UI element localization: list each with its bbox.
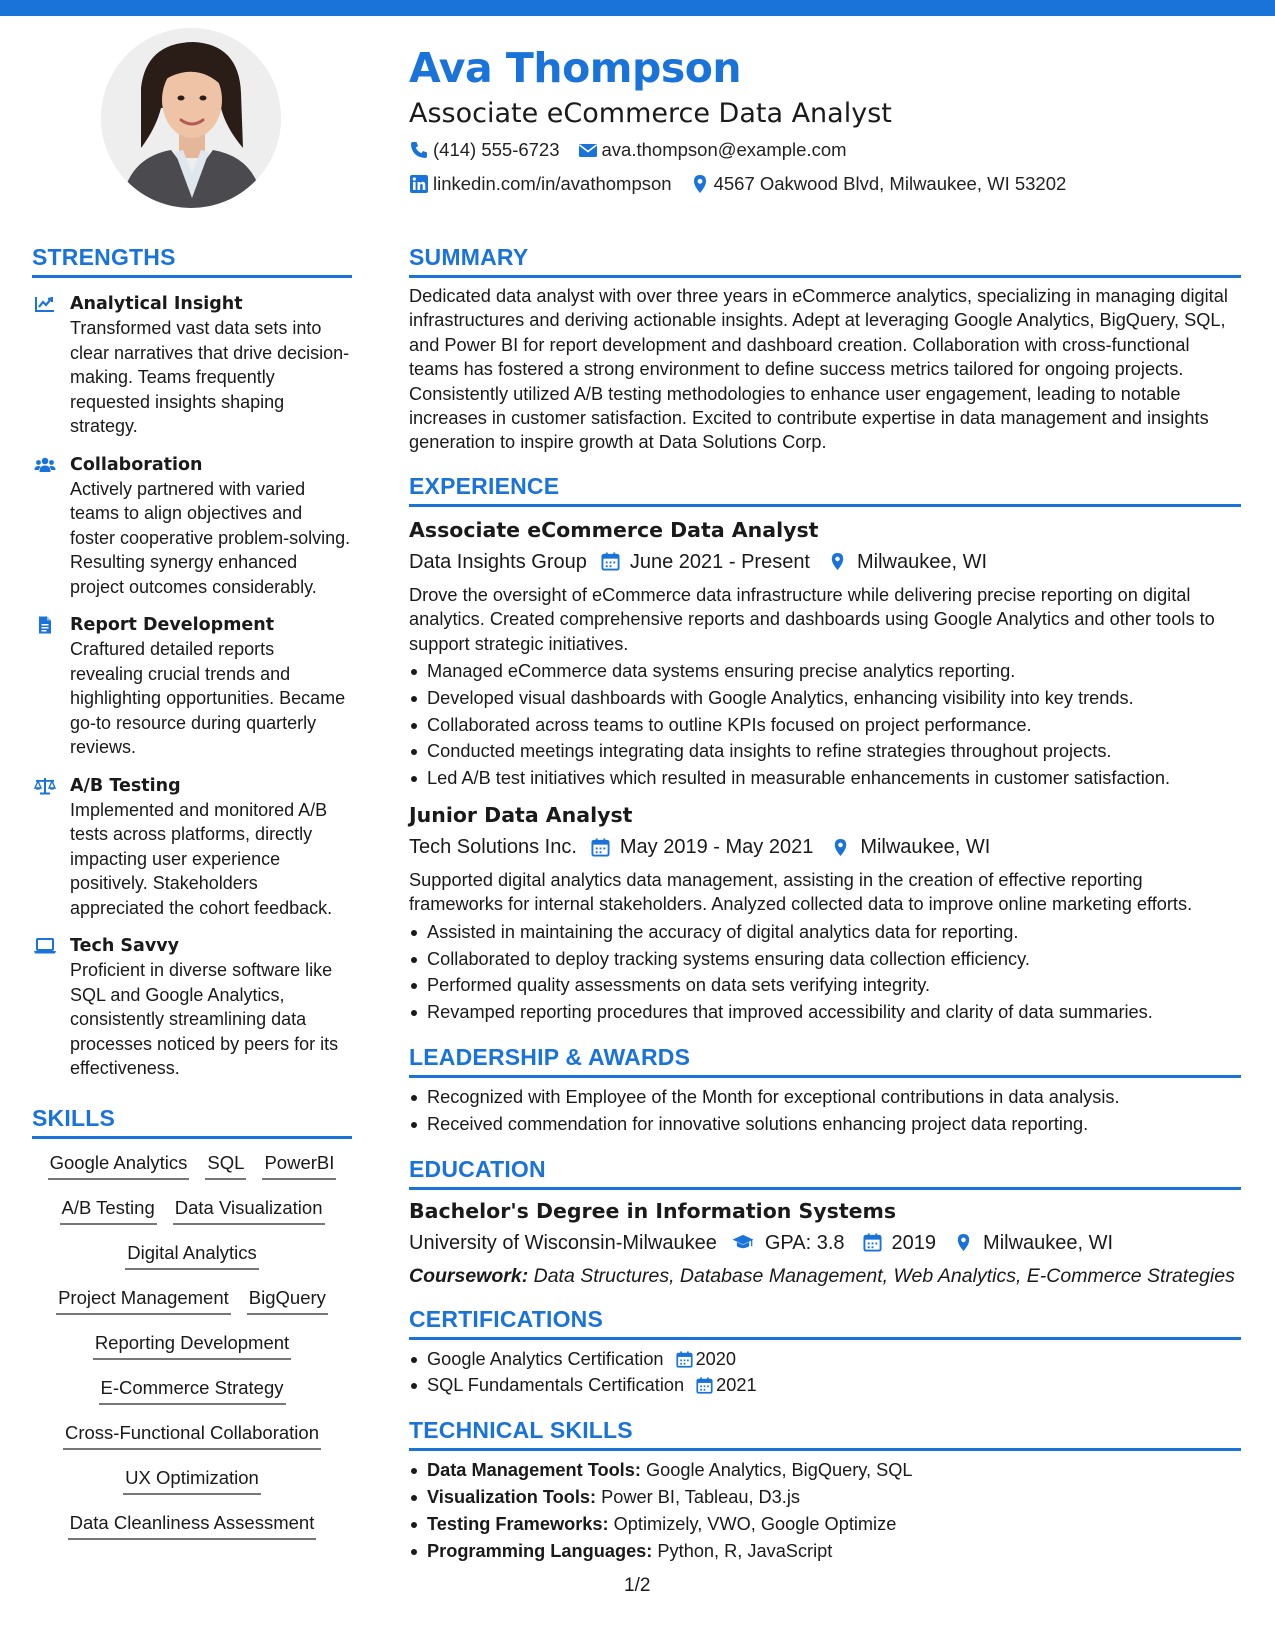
list-item: Managed eCommerce data systems ensuring precise analytics reporting. [409,658,1241,685]
certification-name: Google Analytics Certification [427,1348,664,1369]
education-location-text: Milwaukee, WI [983,1231,1114,1254]
calendar-icon [696,1377,713,1394]
job-location [828,547,987,577]
skill-tag: BigQuery [247,1286,328,1315]
education-section [409,1156,1241,1288]
degree-title: Bachelor's Degree in Information Systems [409,1198,897,1223]
job-dates-text: May 2019 - May 2021 [619,836,814,859]
job-entry [409,800,1241,1026]
list-item [409,1484,1241,1511]
job-location [831,832,990,862]
skill-tag: Cross-Functional Collaboration [63,1421,321,1450]
graduation-cap-icon [731,1233,755,1252]
tech-skill-label: Visualization Tools: [427,1487,597,1508]
list-item: Assisted in maintaining the accuracy of digital analytics data for reporting. [409,919,1241,946]
job-location-text: Milwaukee, WI [857,550,988,573]
summary-text: Dedicated data analyst with over three years in eCommerce analytics, specializing in managing digital infrastructures and deriving actionable insights. Adept at leveraging Google Analytics, BigQuery, SQL, and Power BI for report development and dashboard creation. Collaboration with cross-functional teams has fostered a strong environment to define success metrics tailored for ongoing projects. Consistently utilized A/B testing methodologies to enhance user engagement, leading to notable increases in customer satisfaction. Excited to contribute expertise in data management and insights generation to inspire growth at Data Solutions Corp. [409,286,1228,453]
strength-description: Implemented and monitored A/B tests across platforms, directly impacting user experience positively. Stakeholders appreciated the cohort feedback. [70,799,333,918]
calendar-icon [591,838,610,857]
linkedin-icon [409,174,429,194]
skill-tag: PowerBI [262,1151,336,1180]
strength-title: A/B Testing [70,775,181,796]
skill-tag: SQL [205,1151,246,1180]
coursework-label: Coursework: [409,1264,529,1287]
job-location-text: Milwaukee, WI [860,836,991,859]
tech-skill-value: Google Analytics, BigQuery, SQL [645,1460,913,1481]
company-name: Tech Solutions Inc. [409,836,577,859]
right-column [409,244,1241,1564]
gpa [731,1228,845,1258]
left-column [32,244,352,1556]
list-item [409,1372,1241,1399]
skill-tag: Reporting Development [93,1331,291,1360]
job-dates-text: June 2021 - Present [629,550,810,573]
education-meta [409,1228,1241,1258]
tech-skill-value: Power BI, Tableau, D3.js [601,1487,800,1508]
tech-skill-label: Data Management Tools: [427,1460,641,1481]
profile-photo [101,28,281,208]
year-text: 2019 [891,1231,937,1254]
list-item [409,1346,1241,1373]
location-pin-icon [690,174,710,194]
list-item: Performed quality assessments on data sets verifying integrity. [409,972,1241,999]
tech-skill-value: Python, R, JavaScript [657,1540,833,1561]
skill-tag: Project Management [56,1286,231,1315]
email-text: ava.thompson@example.com [601,139,847,160]
job-bullets [409,919,1241,1026]
job-meta [409,547,1241,577]
leadership-heading: LEADERSHIP & AWARDS [409,1044,1241,1078]
tech-skill-value: Optimizely, VWO, Google Optimize [613,1513,897,1534]
skill-tag: Data Cleanliness Assessment [68,1511,317,1540]
phone-contact[interactable] [409,139,560,161]
strength-description: Transformed vast data sets into clear narratives that drive decision-making. Teams frequently requested insights shaping strategy. [70,318,350,436]
scale-icon [32,774,70,921]
strength-item [32,613,352,760]
candidate-title: Associate eCommerce Data Analyst [409,98,892,129]
job-description: Supported digital analytics data management, assisting in the creation of effective reporting frameworks for internal stakeholders. Analyzed collected data to improve online marketing efforts. [409,870,1193,915]
job-description: Drove the oversight of eCommerce data infrastructure while delivering precise reporting on digital analytics. Created comprehensive reports and dashboards using Google Analytics and other tools to support strategic initiatives. [409,584,1215,654]
skill-tag: Digital Analytics [125,1241,259,1270]
list-item: Conducted meetings integrating data insights to refine strategies throughout projects. [409,738,1241,765]
calendar-icon [863,1233,882,1252]
list-item: Received commendation for innovative solutions enhancing project data reporting. [409,1111,1241,1138]
school-name: University of Wisconsin-Milwaukee [409,1231,717,1254]
summary-heading: SUMMARY [409,244,1241,278]
certification-year: 2021 [716,1375,757,1396]
strength-item [32,292,352,439]
certifications-section [409,1306,1241,1400]
strength-description: Actively partnered with varied teams to align objectives and foster cooperative problem-solving. Resulting synergy enhanced project outcomes considerably. [70,478,351,597]
skills-heading: SKILLS [32,1105,352,1139]
list-item: Developed visual dashboards with Google Analytics, enhancing visibility into key trends. [409,685,1241,712]
technical-skills-list [409,1457,1241,1564]
location-pin-icon [831,838,850,857]
skills-section [32,1105,352,1556]
calendar-icon [601,552,620,571]
top-accent-bar [0,0,1275,16]
certification-name: SQL Fundamentals Certification [427,1375,685,1396]
coursework-text: Data Structures, Database Management, Web Analytics, E-Commerce Strategies [533,1264,1235,1287]
strength-title: Collaboration [70,454,203,475]
phone-icon [409,140,429,160]
strength-description: Proficient in diverse software like SQL and Google Analytics, consistently streamlining data processes noticed by peers for its effectiveness. [70,960,339,1078]
calendar-icon [676,1351,693,1368]
technical-skills-section [409,1417,1241,1564]
location-pin-icon [828,552,847,571]
phone-text: (414) 555-6723 [433,139,560,160]
job-dates [591,832,813,862]
chart-line-icon [32,292,70,439]
skill-tag: UX Optimization [123,1466,261,1495]
education-heading: EDUCATION [409,1156,1241,1190]
skills-list [32,1151,352,1556]
list-item: Collaborated to deploy tracking systems ensuring data collection efficiency. [409,946,1241,973]
certifications-heading: CERTIFICATIONS [409,1306,1241,1340]
envelope-icon [578,140,598,160]
skill-tag: Data Visualization [173,1196,325,1225]
leadership-section [409,1044,1241,1138]
tech-skill-label: Programming Languages: [427,1540,653,1561]
strength-description: Craftured detailed reports revealing crucial trends and highlighting opportunities. Became go-to resource during quarterly reviews. [70,639,346,757]
technical-skills-heading: TECHNICAL SKILLS [409,1417,1241,1451]
experience-heading: EXPERIENCE [409,473,1241,507]
job-title: Associate eCommerce Data Analyst [409,517,819,542]
tech-skill-label: Testing Frameworks: [427,1513,609,1534]
page-number: 1/2 [624,1575,651,1596]
leadership-list [409,1084,1241,1138]
strength-title: Tech Savvy [70,936,180,956]
candidate-name: Ava Thompson [409,44,742,92]
experience-section [409,473,1241,1026]
contact-row-2 [409,168,1239,200]
education-location [954,1228,1113,1258]
list-item: Led A/B test initiatives which resulted in measurable enhancements in customer satisfaction. [409,765,1241,792]
strength-item [32,453,352,600]
list-item: Revamped reporting procedures that improved accessibility and clarity of data summaries. [409,999,1241,1026]
list-item: Recognized with Employee of the Month for exceptional contributions in data analysis. [409,1084,1241,1111]
linkedin-contact[interactable] [409,173,672,195]
laptop-icon [32,934,70,1081]
job-dates [601,547,810,577]
skill-tag: E-Commerce Strategy [99,1376,286,1405]
skill-tag: Google Analytics [48,1151,190,1180]
location-pin-icon [954,1233,973,1252]
list-item [409,1538,1241,1565]
certification-year: 2020 [695,1348,737,1369]
email-contact[interactable] [578,139,847,161]
job-entry [409,515,1241,792]
linkedin-text: linkedin.com/in/avathompson [433,173,672,194]
strength-title: Report Development [70,615,275,635]
job-meta [409,832,1241,862]
list-item [409,1511,1241,1538]
strengths-heading: STRENGTHS [32,244,352,278]
graduation-year [863,1228,937,1258]
address-text: 4567 Oakwood Blvd, Milwaukee, WI 53202 [713,173,1067,194]
address-contact [690,173,1067,195]
list-item: Collaborated across teams to outline KPIs focused on project performance. [409,712,1241,739]
strength-item [32,934,352,1081]
job-bullets [409,658,1241,792]
strength-item [32,774,352,921]
contact-row-1 [409,134,1239,166]
company-name: Data Insights Group [409,550,587,573]
coursework [409,1264,1241,1288]
resume-header [409,40,1239,200]
list-item [409,1457,1241,1484]
users-icon [32,453,70,600]
file-icon [32,613,70,760]
skill-tag: A/B Testing [60,1196,157,1225]
gpa-text: GPA: 3.8 [764,1231,845,1254]
job-title: Junior Data Analyst [409,803,633,828]
strength-title: Analytical Insight [70,294,243,314]
certifications-list [409,1346,1241,1400]
